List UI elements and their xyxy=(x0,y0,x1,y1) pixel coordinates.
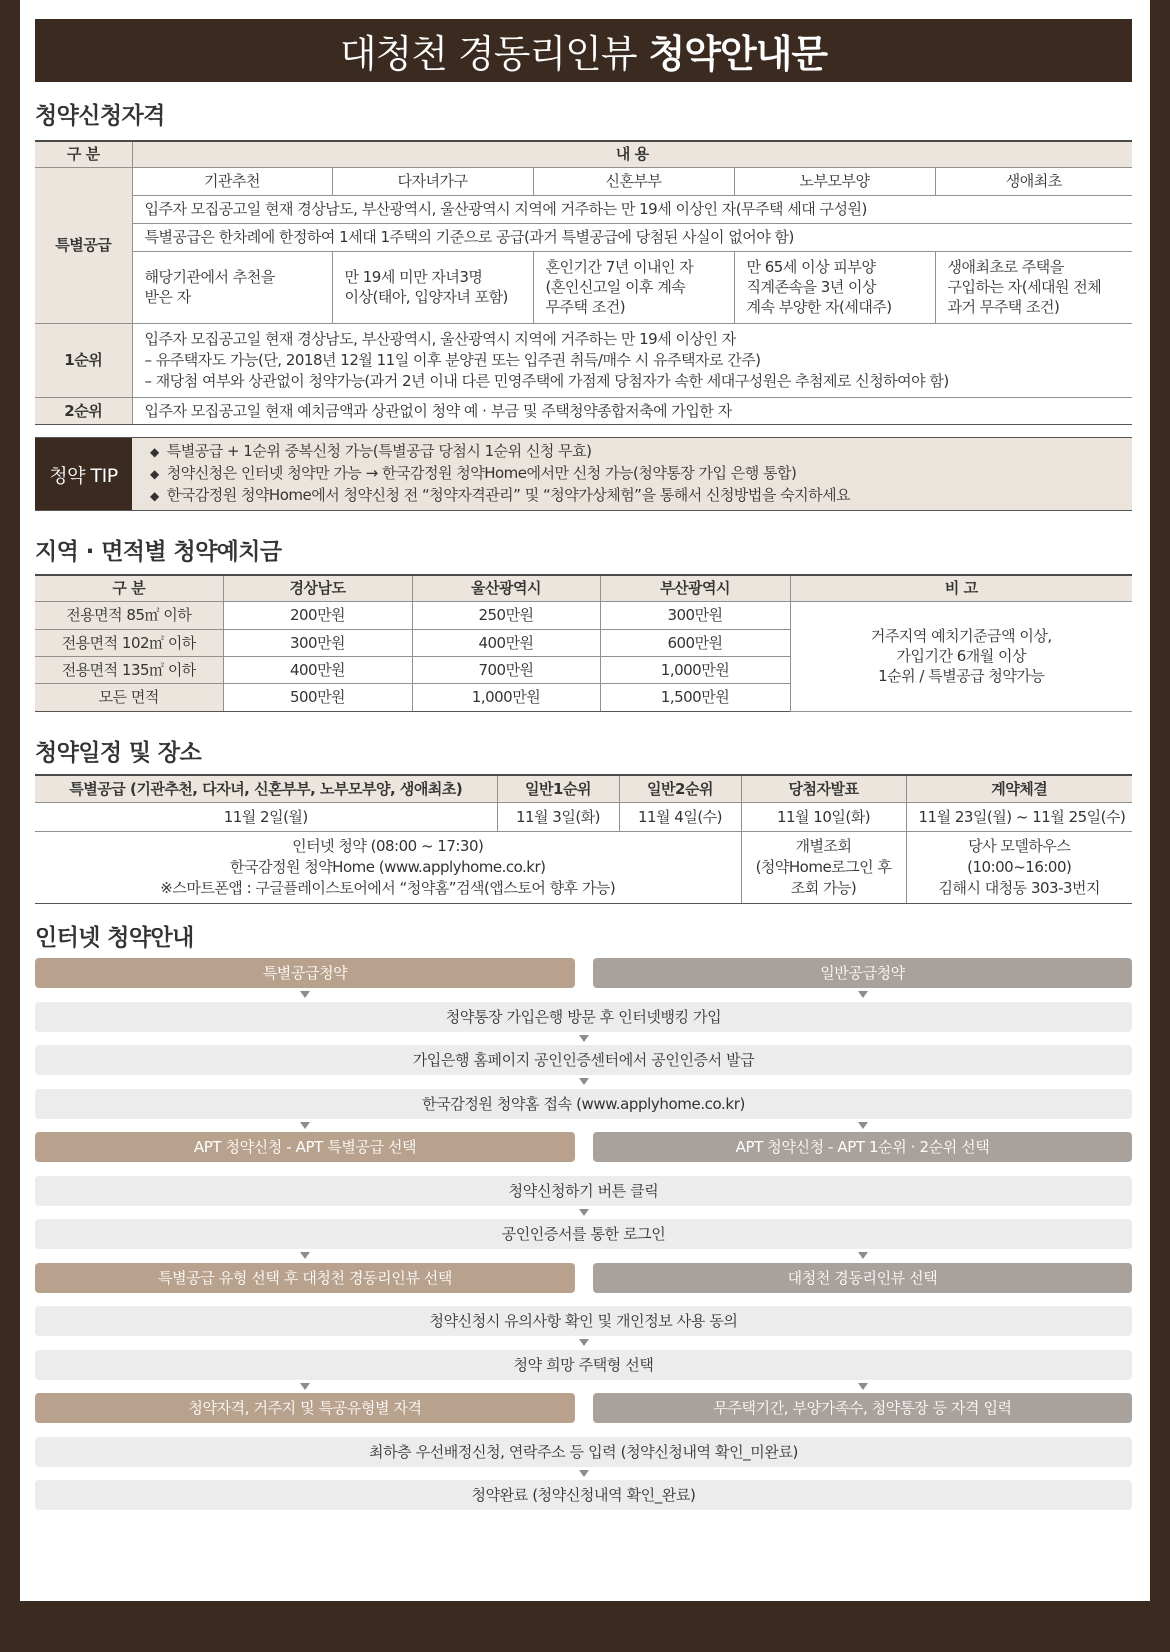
flow-step: 가입은행 홈페이지 공인인증센터에서 공인인증서 발급 xyxy=(35,1045,1132,1075)
down-arrow-icon xyxy=(300,991,310,998)
flow-step: 한국감정원 청약홈 접속 (www.applyhome.co.kr) xyxy=(35,1089,1132,1119)
down-arrow-icon xyxy=(579,1470,589,1477)
special-track-step: APT 청약신청 - APT 특별공급 선택 xyxy=(35,1132,575,1162)
tip-label: 청약 TIP xyxy=(35,438,132,510)
header-content: 내 용 xyxy=(132,141,1132,167)
flow-split-row xyxy=(35,1132,1132,1162)
flow-gap xyxy=(35,1162,1132,1176)
flow-step: 청약완료 (청약신청내역 확인_완료) xyxy=(35,1480,1132,1510)
deposit-heading: 지역 · 면적별 청약예치금 xyxy=(35,539,282,565)
second-rank-text: 입주자 모집공고일 현재 예치금액과 상관없이 청약 예 · 부금 및 주택청약종합저축에 가입한 자 xyxy=(132,397,1132,424)
tip-body xyxy=(132,438,1132,510)
flow-step: 공인인증서를 통한 로그인 xyxy=(35,1219,1132,1249)
schedule-col-contract: 계약체결 xyxy=(906,775,1132,802)
special-details-row xyxy=(35,251,1132,323)
general-track-step: APT 청약신청 - APT 1순위 · 2순위 선택 xyxy=(593,1132,1132,1162)
general-track-step: 무주택기간, 부양가족수, 청약통장 등 자격 입력 xyxy=(593,1393,1132,1423)
schedule-dates-row xyxy=(35,802,1132,831)
special-track-step: 청약자격, 거주지 및 특공유형별 자격 xyxy=(35,1393,575,1423)
flow-gap xyxy=(35,1032,1132,1046)
special-type-multichild: 다자녀가구 xyxy=(332,167,533,195)
down-arrow-icon xyxy=(300,1252,310,1259)
down-arrow-icon xyxy=(300,1383,310,1390)
general-track-step: 일반공급청약 xyxy=(593,958,1132,988)
special-track-step: 특별공급 유형 선택 후 대청천 경동리인뷰 선택 xyxy=(35,1263,575,1293)
area-label: 모든 면적 xyxy=(35,683,223,711)
title-notice: 청약안내문 xyxy=(648,32,828,76)
special-type-institution: 기관추천 xyxy=(132,167,332,195)
schedule-heading: 청약일정 및 장소 xyxy=(35,740,202,766)
special-detail-institution: 해당기관에서 추천을 받은 자 xyxy=(132,251,332,323)
diamond-bullet-icon: ◆ xyxy=(150,445,159,459)
first-rank-label: 1순위 xyxy=(35,323,132,397)
contract-info: 당사 모델하우스 (10:00~16:00) 김해시 대청동 303-3번지 xyxy=(906,831,1132,903)
header-category: 구 분 xyxy=(35,141,132,167)
tip-item-text: 특별공급 + 1순위 중복신청 가능(특별공급 당첨시 1순위 신청 무효) xyxy=(166,442,592,460)
title-project-name: 대청천 경동리인뷰 xyxy=(339,32,637,76)
flow-step: 청약신청하기 버튼 클릭 xyxy=(35,1176,1132,1206)
special-type-newlywed: 신혼부부 xyxy=(533,167,734,195)
deposit-col-busan: 부산광역시 xyxy=(600,575,790,601)
special-type-first-home: 생애최초 xyxy=(935,167,1132,195)
special-detail-newlywed: 혼인기간 7년 이내인 자 (혼인신고일 이후 계속 무주택 조건) xyxy=(533,251,734,323)
date-announcement: 11월 10일(화) xyxy=(741,802,906,831)
first-rank-text: 입주자 모집공고일 현재 경상남도, 부산광역시, 울산광역시 지역에 거주하는 만 19세 이상인 자 – 유주택자도 가능(단, 2018년 12월 11일 이후 분양권 또는 입주권 취득/매수 시 유주택자로 간주) – 재당첨 여부와 상관없이 청약가능(과거 2년 이내 다른 민영주택에 가점제 당첨자가 속한 세대구성원은 추첨제로 신청하여야 함) xyxy=(132,323,1132,397)
date-first-rank: 11월 3일(화) xyxy=(497,802,619,831)
flow-gap xyxy=(35,1119,1132,1133)
schedule-col-first-rank: 일반1순위 xyxy=(497,775,619,802)
tip-box xyxy=(35,437,1132,511)
area-label: 전용면적 135㎡ 이하 xyxy=(35,656,223,683)
tip-item xyxy=(150,463,1132,485)
schedule-col-second-rank: 일반2순위 xyxy=(619,775,741,802)
tip-item xyxy=(150,485,1132,507)
flow-split-row xyxy=(35,1393,1132,1423)
flow-step: 청약 희망 주택형 선택 xyxy=(35,1350,1132,1380)
deposit-note: 거주지역 예치기준금액 이상, 가입기간 6개월 이상 1순위 / 특별공급 청약가능 xyxy=(790,601,1132,711)
eligibility-table-wrap xyxy=(35,140,1132,425)
down-arrow-icon xyxy=(858,1252,868,1259)
special-detail-multichild: 만 19세 미만 자녀3명 이상(태아, 입양자녀 포함) xyxy=(332,251,533,323)
flow-gap xyxy=(35,1293,1132,1307)
amount-cell: 250만원 xyxy=(412,601,600,629)
date-special: 11월 2일(월) xyxy=(35,802,497,831)
area-label: 전용면적 102㎡ 이하 xyxy=(35,629,223,656)
down-arrow-icon xyxy=(858,991,868,998)
flow-step: 최하층 우선배정신청, 연락주소 등 입력 (청약신청내역 확인_미완료) xyxy=(35,1437,1132,1467)
tip-item-text: 한국감정원 청약Home에서 청약신청 전 “청약자격관리” 및 “청약가상체험”을 통해서 신청방법을 숙지하세요 xyxy=(166,486,851,504)
special-once-text: 특별공급은 한차례에 한정하여 1세대 1주택의 기준으로 공급(과거 특별공급에 당첨된 사실이 없어야 함) xyxy=(132,223,1132,251)
schedule-col-special: 특별공급 (기관추천, 다자녀, 신혼부부, 노부모부양, 생애최초) xyxy=(35,775,497,802)
date-second-rank: 11월 4일(수) xyxy=(619,802,741,831)
special-detail-elderly-parent: 만 65세 이상 피부양 직계존속을 3년 이상 계속 부양한 자(세대주) xyxy=(734,251,935,323)
deposit-col-ulsan: 울산광역시 xyxy=(412,575,600,601)
down-arrow-icon xyxy=(579,1339,589,1346)
deposit-table xyxy=(35,574,1132,712)
flow-gap xyxy=(35,1075,1132,1089)
amount-cell: 700만원 xyxy=(412,656,600,683)
amount-cell: 300만원 xyxy=(600,601,790,629)
deposit-col-category: 구 분 xyxy=(35,575,223,601)
tip-item-text: 청약신청은 인터넷 청약만 가능 → 한국감정원 청약Home에서만 신청 가능(청약통장 가입 은행 통합) xyxy=(166,464,797,482)
amount-cell: 500만원 xyxy=(223,683,412,711)
deposit-row xyxy=(35,601,1132,629)
flow-step: 청약통장 가입은행 방문 후 인터넷뱅킹 가입 xyxy=(35,1002,1132,1032)
diamond-bullet-icon: ◆ xyxy=(150,467,159,481)
eligibility-table xyxy=(35,140,1132,425)
internet-apply-info: 인터넷 청약 (08:00 ~ 17:30) 한국감정원 청약Home (www.applyhome.co.kr) ※스마트폰앱 : 구글플레이스토어에서 “청약홈”검색(앱스토어 향후 가능) xyxy=(35,831,741,903)
amount-cell: 1,000만원 xyxy=(412,683,600,711)
down-arrow-icon xyxy=(579,1078,589,1085)
flow-gap xyxy=(35,1380,1132,1394)
flow-gap xyxy=(35,1467,1132,1481)
down-arrow-icon xyxy=(858,1383,868,1390)
special-residence-text: 입주자 모집공고일 현재 경상남도, 부산광역시, 울산광역시 지역에 거주하는 만 19세 이상인 자(무주택 세대 구성원) xyxy=(132,195,1132,223)
deposit-col-note: 비 고 xyxy=(790,575,1132,601)
flow-gap xyxy=(35,1249,1132,1263)
special-residence-row xyxy=(35,195,1132,223)
amount-cell: 1,500만원 xyxy=(600,683,790,711)
general-track-step: 대청천 경동리인뷰 선택 xyxy=(593,1263,1132,1293)
date-contract: 11월 23일(월) ~ 11월 25일(수) xyxy=(906,802,1132,831)
amount-cell: 1,000만원 xyxy=(600,656,790,683)
title-bar xyxy=(35,19,1132,82)
deposit-col-gyeongnam: 경상남도 xyxy=(223,575,412,601)
schedule-table-wrap xyxy=(35,774,1132,904)
tip-item xyxy=(150,441,1132,463)
down-arrow-icon xyxy=(300,1122,310,1129)
table-header-row xyxy=(35,775,1132,802)
flow-gap xyxy=(35,988,1132,1002)
amount-cell: 200만원 xyxy=(223,601,412,629)
schedule-table xyxy=(35,774,1132,904)
amount-cell: 400만원 xyxy=(223,656,412,683)
area-label: 전용면적 85㎡ 이하 xyxy=(35,601,223,629)
amount-cell: 400만원 xyxy=(412,629,600,656)
table-header-row xyxy=(35,575,1132,601)
diamond-bullet-icon: ◆ xyxy=(150,489,159,503)
amount-cell: 600만원 xyxy=(600,629,790,656)
flow-step: 청약신청시 유의사항 확인 및 개인정보 사용 동의 xyxy=(35,1306,1132,1336)
special-type-elderly-parent: 노부모부양 xyxy=(734,167,935,195)
down-arrow-icon xyxy=(858,1122,868,1129)
amount-cell: 300만원 xyxy=(223,629,412,656)
special-track-step: 특별공급청약 xyxy=(35,958,575,988)
down-arrow-icon xyxy=(579,1209,589,1216)
apply-flowchart xyxy=(35,958,1132,1510)
flow-split-row xyxy=(35,958,1132,988)
flow-gap xyxy=(35,1423,1132,1437)
eligibility-heading: 청약신청자격 xyxy=(35,103,165,129)
announcement-info: 개별조회 (청약Home로그인 후 조회 가능) xyxy=(741,831,906,903)
schedule-col-announcement: 당첨자발표 xyxy=(741,775,906,802)
special-detail-first-home: 생애최초로 주택을 구입하는 자(세대원 전체 과거 무주택 조건) xyxy=(935,251,1132,323)
table-header-row xyxy=(35,141,1132,167)
special-once-row xyxy=(35,223,1132,251)
schedule-info-row xyxy=(35,831,1132,903)
flow-gap xyxy=(35,1206,1132,1220)
internet-heading: 인터넷 청약안내 xyxy=(35,925,194,951)
down-arrow-icon xyxy=(579,1035,589,1042)
special-supply-label: 특별공급 xyxy=(35,167,132,323)
second-rank-label: 2순위 xyxy=(35,397,132,424)
flow-split-row xyxy=(35,1263,1132,1293)
special-types-row xyxy=(35,167,1132,195)
deposit-table-wrap xyxy=(35,574,1132,712)
flow-gap xyxy=(35,1336,1132,1350)
second-rank-row xyxy=(35,397,1132,424)
first-rank-row xyxy=(35,323,1132,397)
